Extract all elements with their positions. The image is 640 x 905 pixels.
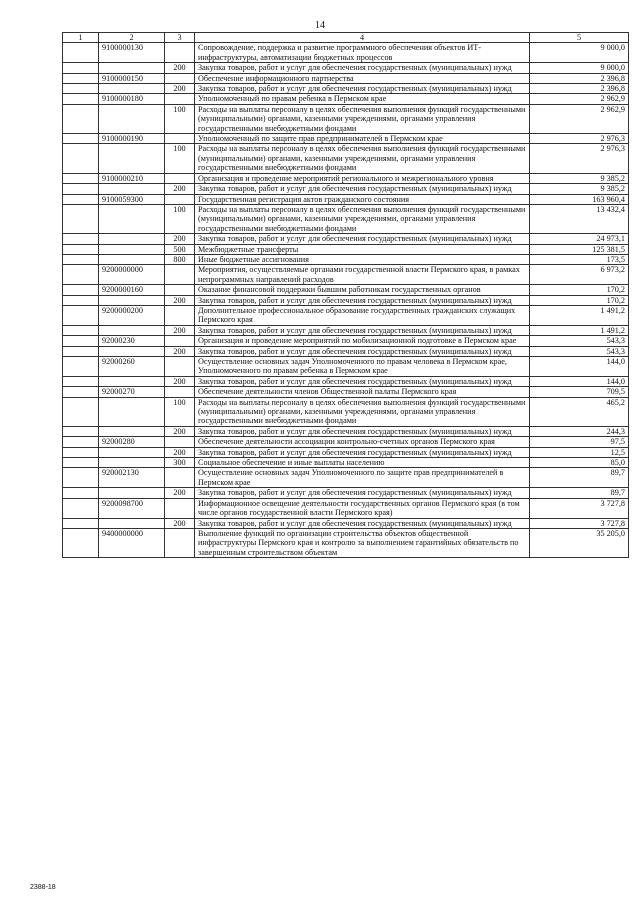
expense-type-code: [165, 173, 195, 183]
header-col-1: 1: [63, 33, 99, 43]
row-number-cell: [63, 94, 99, 104]
target-article-code: 92000260: [99, 357, 165, 377]
table-row: [63, 295, 629, 305]
expense-type-code: [165, 265, 195, 285]
table-row: [63, 84, 629, 94]
row-number-cell: [63, 447, 99, 457]
table-row: [63, 204, 629, 233]
expense-name: Уполномоченный по защите прав предпринимателей в Пермском крае: [195, 134, 530, 144]
table-body: [63, 43, 629, 558]
row-number-cell: [63, 357, 99, 377]
target-article-code: 92000230: [99, 336, 165, 346]
expense-type-code: [165, 357, 195, 377]
row-number-cell: [63, 488, 99, 498]
expense-type-code: 100: [165, 104, 195, 133]
amount-cell: 9 385,2: [530, 173, 629, 183]
expense-name: Осуществление основных задач Уполномоченного по правам человека в Пермском крае, Уполномоченного по правам ребенка в Пермском крае: [195, 357, 530, 377]
amount-cell: 2 396,8: [530, 73, 629, 83]
target-article-code: [99, 204, 165, 233]
expense-type-code: [165, 43, 195, 63]
row-number-cell: [63, 346, 99, 356]
row-number-cell: [63, 254, 99, 264]
expense-name: Закупка товаров, работ и услуг для обеспечения государственных (муниципальных) нужд: [195, 84, 530, 94]
target-article-code: 9100000130: [99, 43, 165, 63]
expense-name: Закупка товаров, работ и услуг для обеспечения государственных (муниципальных) нужд: [195, 184, 530, 194]
expense-type-code: [165, 305, 195, 325]
expense-type-code: 500: [165, 244, 195, 254]
amount-cell: 3 727,8: [530, 498, 629, 518]
row-number-cell: [63, 498, 99, 518]
amount-cell: 244,3: [530, 426, 629, 436]
target-article-code: 9100000190: [99, 134, 165, 144]
amount-cell: 709,5: [530, 387, 629, 397]
expense-type-code: [165, 94, 195, 104]
expense-type-code: 200: [165, 426, 195, 436]
amount-cell: 2 976,3: [530, 134, 629, 144]
expense-name: Закупка товаров, работ и услуг для обеспечения государственных (муниципальных) нужд: [195, 325, 530, 335]
target-article-code: [99, 254, 165, 264]
table-row: [63, 437, 629, 447]
amount-cell: 85,0: [530, 458, 629, 468]
amount-cell: 12,5: [530, 447, 629, 457]
amount-cell: 543,3: [530, 346, 629, 356]
table-row: [63, 528, 629, 557]
row-number-cell: [63, 468, 99, 488]
amount-cell: 9 385,2: [530, 184, 629, 194]
target-article-code: [99, 234, 165, 244]
expense-name: Закупка товаров, работ и услуг для обеспечения государственных (муниципальных) нужд: [195, 447, 530, 457]
table-row: [63, 376, 629, 386]
expense-name: Иные бюджетные ассигнования: [195, 254, 530, 264]
expense-type-code: 200: [165, 447, 195, 457]
table-row: [63, 234, 629, 244]
amount-cell: 89,7: [530, 468, 629, 488]
table-row: [63, 458, 629, 468]
expense-name: Мероприятия, осуществляемые органами государственной власти Пермского края, в рамках непрограммных направлений расходов: [195, 265, 530, 285]
expense-name: Социальное обеспечение и иные выплаты населению: [195, 458, 530, 468]
row-number-cell: [63, 295, 99, 305]
amount-cell: 1 491,2: [530, 305, 629, 325]
expense-name: Уполномоченный по правам ребенка в Пермском крае: [195, 94, 530, 104]
expense-type-code: 200: [165, 84, 195, 94]
table-row: [63, 426, 629, 436]
target-article-code: [99, 488, 165, 498]
expense-type-code: 200: [165, 518, 195, 528]
table-row: [63, 285, 629, 295]
row-number-cell: [63, 204, 99, 233]
expense-type-code: [165, 285, 195, 295]
table-row: [63, 325, 629, 335]
amount-cell: 144,0: [530, 357, 629, 377]
amount-cell: 170,2: [530, 285, 629, 295]
expense-type-code: 200: [165, 325, 195, 335]
target-article-code: 9100059300: [99, 194, 165, 204]
expense-name: Расходы на выплаты персоналу в целях обеспечения выполнения функций государственными (муниципальными) органами, казенными учреждениями, органами управления государственными внебюджетными фондами: [195, 104, 530, 133]
expense-name: Закупка товаров, работ и услуг для обеспечения государственных (муниципальных) нужд: [195, 346, 530, 356]
table-row: [63, 346, 629, 356]
amount-cell: 13 432,4: [530, 204, 629, 233]
target-article-code: 9100000180: [99, 94, 165, 104]
row-number-cell: [63, 528, 99, 557]
document-code: 2388-18: [30, 884, 56, 891]
expense-type-code: 200: [165, 488, 195, 498]
row-number-cell: [63, 426, 99, 436]
table-row: [63, 134, 629, 144]
expense-type-code: [165, 387, 195, 397]
expense-name: Закупка товаров, работ и услуг для обеспечения государственных (муниципальных) нужд: [195, 63, 530, 73]
target-article-code: [99, 144, 165, 173]
budget-table: [62, 32, 629, 558]
amount-cell: 163 960,4: [530, 194, 629, 204]
table-row: [63, 488, 629, 498]
amount-cell: 9 000,0: [530, 43, 629, 63]
expense-type-code: 200: [165, 346, 195, 356]
expense-type-code: [165, 134, 195, 144]
row-number-cell: [63, 518, 99, 528]
amount-cell: 170,2: [530, 295, 629, 305]
target-article-code: 9200098700: [99, 498, 165, 518]
page-number: 14: [315, 20, 325, 31]
expense-type-code: 100: [165, 144, 195, 173]
expense-type-code: [165, 194, 195, 204]
table-row: [63, 305, 629, 325]
target-article-code: [99, 184, 165, 194]
row-number-cell: [63, 73, 99, 83]
table-row: [63, 73, 629, 83]
target-article-code: [99, 447, 165, 457]
expense-name: Дополнительное профессиональное образование государственных гражданских служащих Пермского края: [195, 305, 530, 325]
expense-type-code: 100: [165, 204, 195, 233]
amount-cell: 543,3: [530, 336, 629, 346]
expense-name: Расходы на выплаты персоналу в целях обеспечения выполнения функций государственными (муниципальными) органами, казенными учреждениями, органами управления государственными внебюджетными фондами: [195, 397, 530, 426]
table-row: [63, 94, 629, 104]
amount-cell: 144,0: [530, 376, 629, 386]
expense-type-code: 200: [165, 376, 195, 386]
table-row: [63, 468, 629, 488]
amount-cell: 35 205,0: [530, 528, 629, 557]
target-article-code: [99, 458, 165, 468]
expense-name: Обеспечение деятельности ассоциации контрольно-счетных органов Пермского края: [195, 437, 530, 447]
row-number-cell: [63, 285, 99, 295]
expense-type-code: [165, 336, 195, 346]
row-number-cell: [63, 387, 99, 397]
target-article-code: [99, 295, 165, 305]
expense-type-code: 200: [165, 63, 195, 73]
row-number-cell: [63, 437, 99, 447]
row-number-cell: [63, 305, 99, 325]
table-row: [63, 447, 629, 457]
target-article-code: [99, 325, 165, 335]
header-col-4: 4: [195, 33, 530, 43]
target-article-code: [99, 397, 165, 426]
target-article-code: [99, 376, 165, 386]
expense-name: Закупка товаров, работ и услуг для обеспечения государственных (муниципальных) нужд: [195, 376, 530, 386]
row-number-cell: [63, 84, 99, 94]
expense-name: Осуществление основных задач Уполномоченного по защите прав предпринимателей в Пермском крае: [195, 468, 530, 488]
target-article-code: 92000270: [99, 387, 165, 397]
header-col-5: 5: [530, 33, 629, 43]
header-col-2: 2: [99, 33, 165, 43]
amount-cell: 2 396,8: [530, 84, 629, 94]
expense-name: Сопровождение, поддержка и развитие программного обеспечения объектов ИТ-инфраструктуры, автоматизации бюджетных процессов: [195, 43, 530, 63]
expense-type-code: [165, 498, 195, 518]
expense-type-code: [165, 528, 195, 557]
target-article-code: [99, 63, 165, 73]
table-row: [63, 498, 629, 518]
expense-type-code: 200: [165, 184, 195, 194]
row-number-cell: [63, 244, 99, 254]
row-number-cell: [63, 234, 99, 244]
expense-name: Закупка товаров, работ и услуг для обеспечения государственных (муниципальных) нужд: [195, 488, 530, 498]
target-article-code: [99, 104, 165, 133]
table-row: [63, 144, 629, 173]
expense-name: Закупка товаров, работ и услуг для обеспечения государственных (муниципальных) нужд: [195, 426, 530, 436]
table-row: [63, 518, 629, 528]
target-article-code: [99, 244, 165, 254]
expense-name: Закупка товаров, работ и услуг для обеспечения государственных (муниципальных) нужд: [195, 518, 530, 528]
target-article-code: [99, 426, 165, 436]
table-row: [63, 104, 629, 133]
expense-type-code: 200: [165, 295, 195, 305]
expense-name: Оказание финансовой поддержки бывшим работникам государственных органов: [195, 285, 530, 295]
row-number-cell: [63, 397, 99, 426]
target-article-code: 9200000200: [99, 305, 165, 325]
expense-type-code: [165, 468, 195, 488]
expense-name: Закупка товаров, работ и услуг для обеспечения государственных (муниципальных) нужд: [195, 234, 530, 244]
expense-name: Закупка товаров, работ и услуг для обеспечения государственных (муниципальных) нужд: [195, 295, 530, 305]
row-number-cell: [63, 194, 99, 204]
amount-cell: 1 491,2: [530, 325, 629, 335]
expense-type-code: 100: [165, 397, 195, 426]
target-article-code: 9400000000: [99, 528, 165, 557]
row-number-cell: [63, 43, 99, 63]
table-row: [63, 244, 629, 254]
table-row: [63, 63, 629, 73]
table-row: [63, 184, 629, 194]
expense-type-code: [165, 437, 195, 447]
expense-name: Выполнение функций по организации строительства объектов общественной инфраструктуры Пермского края и контролю за выполнением гарантийных обязательств по завершенным строительством объектам: [195, 528, 530, 557]
row-number-cell: [63, 265, 99, 285]
target-article-code: 9200000160: [99, 285, 165, 295]
expense-name: Государственная регистрация актов гражданского состояния: [195, 194, 530, 204]
expense-name: Расходы на выплаты персоналу в целях обеспечения выполнения функций государственными (муниципальными) органами, казенными учреждениями, органами управления государственными внебюджетными фондами: [195, 204, 530, 233]
table-row: [63, 357, 629, 377]
amount-cell: 2 962,9: [530, 104, 629, 133]
expense-name: Межбюджетные трансферты: [195, 244, 530, 254]
amount-cell: 173,5: [530, 254, 629, 264]
target-article-code: [99, 518, 165, 528]
amount-cell: 97,5: [530, 437, 629, 447]
table-row: [63, 265, 629, 285]
target-article-code: 92000280: [99, 437, 165, 447]
expense-type-code: 200: [165, 234, 195, 244]
expense-name: Организация и проведение мероприятий регионального и межрегионального уровня: [195, 173, 530, 183]
target-article-code: 9100000150: [99, 73, 165, 83]
table-row: [63, 43, 629, 63]
amount-cell: 125 381,5: [530, 244, 629, 254]
amount-cell: 2 976,3: [530, 144, 629, 173]
row-number-cell: [63, 104, 99, 133]
table-row: [63, 336, 629, 346]
row-number-cell: [63, 336, 99, 346]
amount-cell: 6 973,2: [530, 265, 629, 285]
expense-name: Организация и проведение мероприятий по мобилизационной подготовке в Пермском крае: [195, 336, 530, 346]
expense-type-code: 300: [165, 458, 195, 468]
row-number-cell: [63, 325, 99, 335]
target-article-code: 9100000210: [99, 173, 165, 183]
target-article-code: [99, 84, 165, 94]
header-col-3: 3: [165, 33, 195, 43]
amount-cell: 3 727,8: [530, 518, 629, 528]
expense-name: Расходы на выплаты персоналу в целях обеспечения выполнения функций государственными (муниципальными) органами, казенными учреждениями, органами управления государственными внебюджетными фондами: [195, 144, 530, 173]
table-row: [63, 194, 629, 204]
target-article-code: [99, 346, 165, 356]
target-article-code: 9200000000: [99, 265, 165, 285]
row-number-cell: [63, 173, 99, 183]
target-article-code: 920002130: [99, 468, 165, 488]
expense-name: Информационное освещение деятельности государственных органов Пермского края (в том числе органов государственной власти Пермского края): [195, 498, 530, 518]
expense-type-code: [165, 73, 195, 83]
amount-cell: 24 973,1: [530, 234, 629, 244]
table-row: [63, 254, 629, 264]
expense-type-code: 800: [165, 254, 195, 264]
row-number-cell: [63, 376, 99, 386]
row-number-cell: [63, 184, 99, 194]
table-row: [63, 173, 629, 183]
amount-cell: 89,7: [530, 488, 629, 498]
table-row: [63, 397, 629, 426]
amount-cell: 9 000,0: [530, 63, 629, 73]
row-number-cell: [63, 134, 99, 144]
expense-name: Обеспечение деятельности членов Общественной палаты Пермского края: [195, 387, 530, 397]
table-header-row: [63, 33, 629, 43]
amount-cell: 2 962,9: [530, 94, 629, 104]
amount-cell: 465,2: [530, 397, 629, 426]
row-number-cell: [63, 458, 99, 468]
row-number-cell: [63, 63, 99, 73]
table-row: [63, 387, 629, 397]
row-number-cell: [63, 144, 99, 173]
expense-name: Обеспечение информационного партнерства: [195, 73, 530, 83]
